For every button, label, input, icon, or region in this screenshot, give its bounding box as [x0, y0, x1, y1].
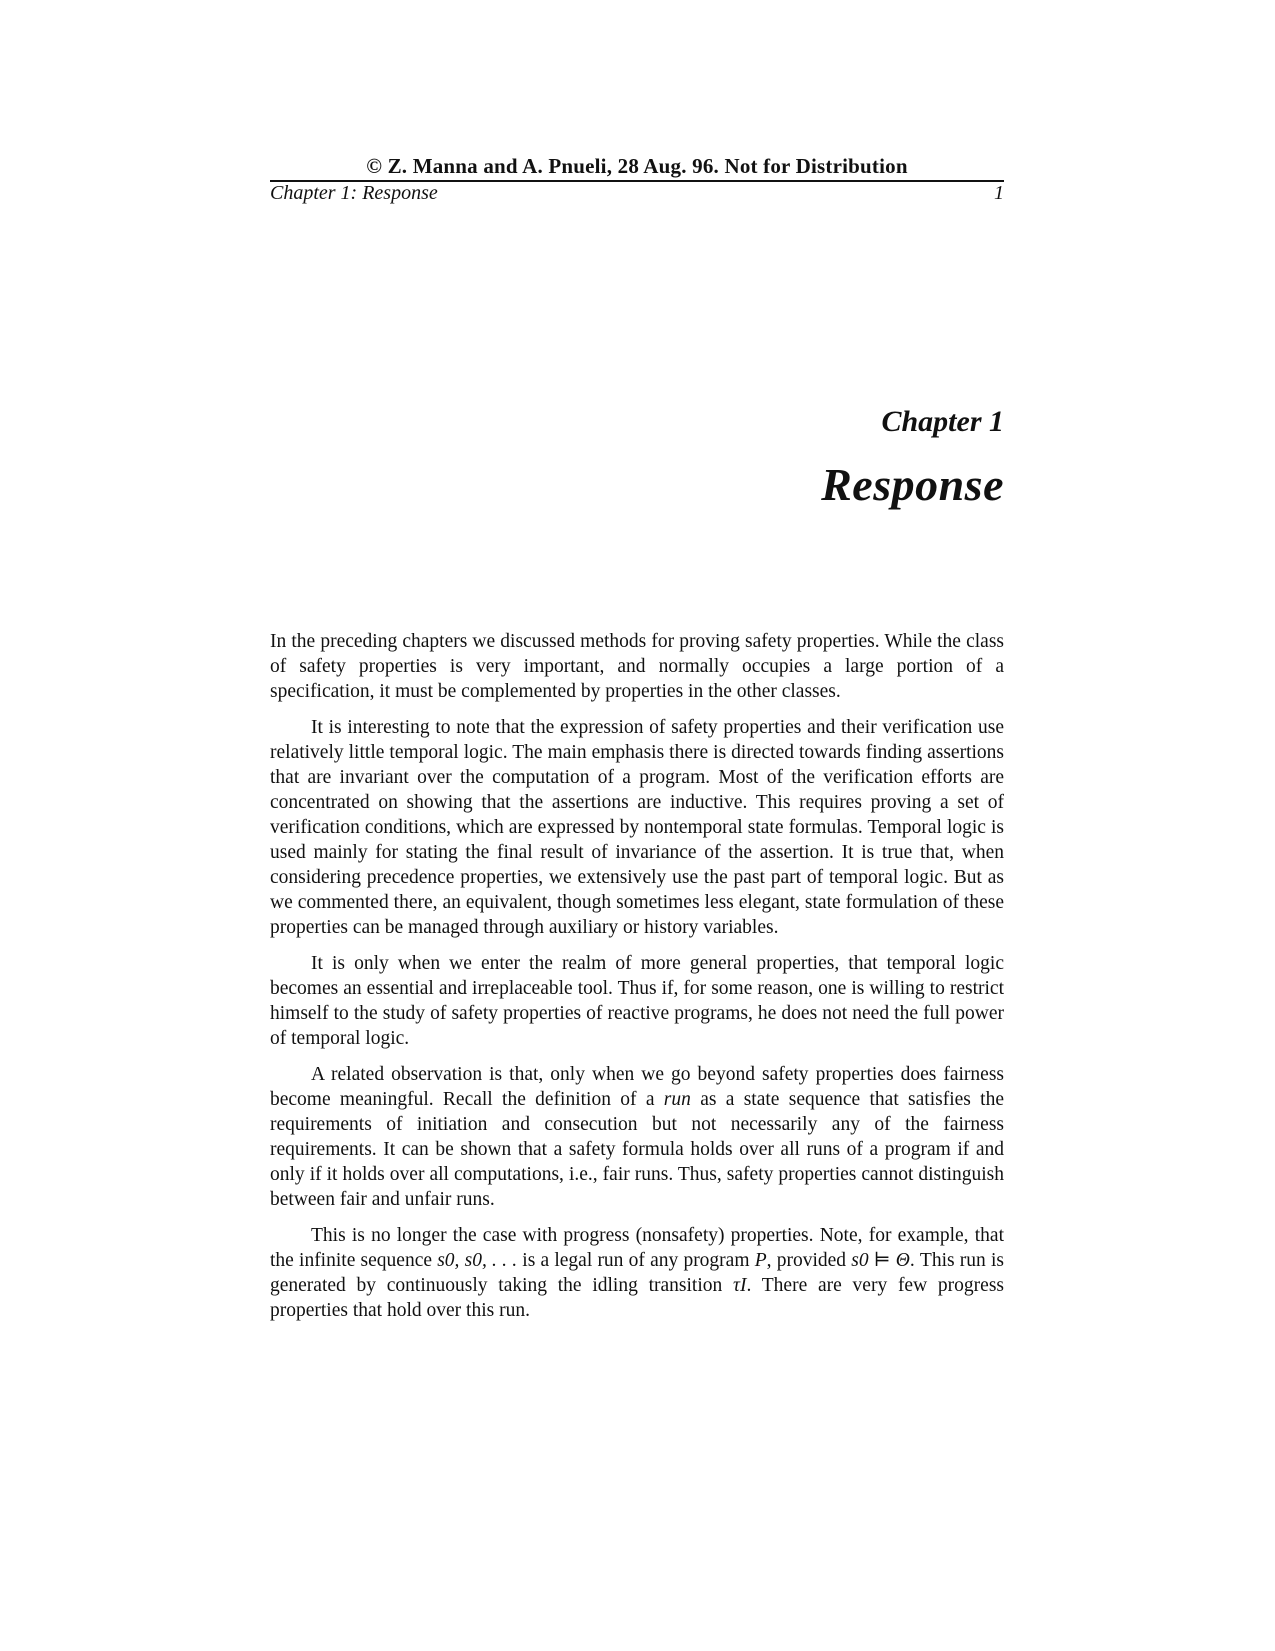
paragraph-5-part4: . This run is generated by continuously taking the idling transition [270, 1250, 1004, 1296]
math-sequence: s0, s0, . . . [437, 1250, 518, 1271]
paragraph-5-part3: , provided [766, 1250, 847, 1271]
term-run: run [663, 1089, 691, 1110]
running-head [270, 182, 1004, 205]
copyright-text: Z. Manna and A. Pnueli, 28 Aug. 96. Not for Distribution [387, 154, 908, 178]
paragraph-1: In the preceding chapters we discussed methods for proving safety properties. While the class of safety properties is very important, and normally occupies a large portion of a specification, it must be complemented by properties in the other classes. [270, 631, 1004, 702]
paragraph-5-part1: This is no longer the case with progress (nonsafety) properties. Note, for example, that the infinite sequence [270, 1225, 1004, 1271]
copyright-symbol: © [366, 154, 383, 178]
math-transition: τI [733, 1275, 747, 1296]
paragraph-5 [270, 1223, 1004, 1323]
paragraph-5-part5: . There are very few progress properties that hold over this run. [270, 1275, 1004, 1321]
running-title: Chapter 1: Response [270, 182, 438, 204]
math-program: P [754, 1250, 767, 1271]
math-condition: s0 ⊨ Θ [851, 1250, 910, 1271]
paragraph-4-after: as a state sequence that satisfies the requirements of initiation and consecution but not necessarily any of the fairness requirements. It can be shown that a safety formula holds over all runs of a program if and only if it holds over all computations, i.e., fair runs. Thus, safety properties cannot distinguish between fair and unfair runs. [270, 1089, 1005, 1210]
paragraph-4-before: A related observation is that, only when we go beyond safety properties does fairness become meaningful. Recall the definition of a [270, 1064, 1004, 1110]
paragraph-5-part2: is a legal run of any program [522, 1250, 750, 1271]
chapter-label: Chapter 1 [881, 405, 1004, 438]
paragraph-4 [270, 1062, 1004, 1212]
page-number: 1 [994, 182, 1004, 204]
body-text [270, 629, 1004, 1334]
paragraph-3: It is only when we enter the realm of more general properties, that temporal logic becomes an essential and irreplaceable tool. Thus if, for some reason, one is willing to restrict himself to the study of safety properties of reactive programs, he does not need the full power of temporal logic. [270, 953, 1004, 1049]
chapter-title: Response [821, 459, 1004, 510]
copyright-notice [270, 154, 1004, 179]
paragraph-2: It is interesting to note that the expression of safety properties and their verification use relatively little temporal logic. The main emphasis there is directed towards finding assertions that are invariant over the computation of a program. Most of the verification efforts are concentrated on showing that the assertions are inductive. This requires proving a set of verification conditions, which are expressed by nontemporal state formulas. Temporal logic is used mainly for stating the final result of invariance of the assertion. It is true that, when considering precedence properties, we extensively use the past part of temporal logic. But as we commented there, an equivalent, though sometimes less elegant, state formulation of these properties can be managed through auxiliary or history variables. [270, 717, 1004, 938]
